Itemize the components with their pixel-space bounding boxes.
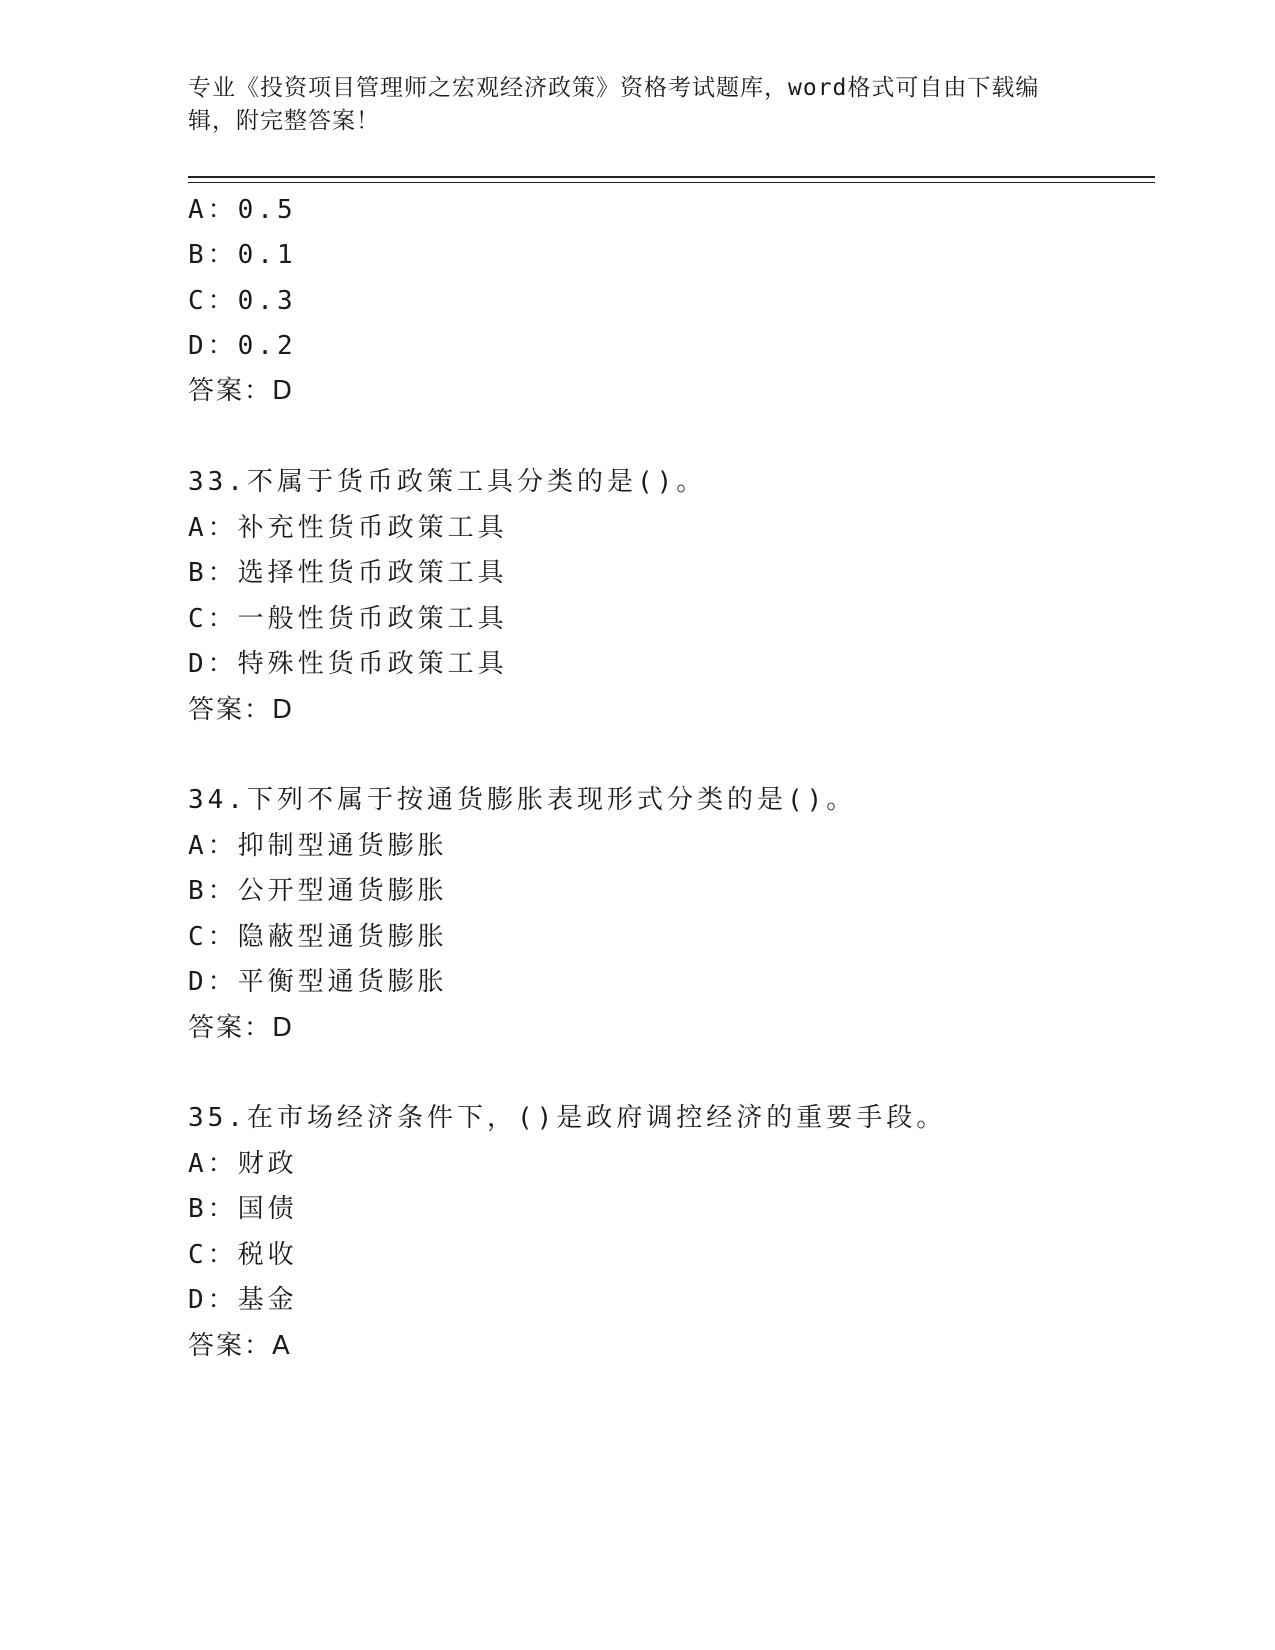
q33-question: 33.不属于货币政策工具分类的是()。 <box>188 467 707 497</box>
q34-answer: 答案：D <box>188 1013 295 1043</box>
q34-option-c: C：隐蔽型通货膨胀 <box>188 922 448 952</box>
q34-option-d: D：平衡型通货膨胀 <box>188 967 448 997</box>
q35-option-b: B：国债 <box>188 1194 298 1224</box>
q32-option-d: D：0.2 <box>188 331 297 361</box>
q34-question: 34.下列不属于按通货膨胀表现形式分类的是()。 <box>188 785 857 815</box>
q32-option-b: B：0.1 <box>188 240 297 270</box>
document-header: 专业《投资项目管理师之宏观经济政策》资格考试题库，word格式可自由下载编辑，附完整答案！ <box>188 75 1040 134</box>
q33-option-b: B：选择性货币政策工具 <box>188 558 508 588</box>
q35-option-a: A：财政 <box>188 1149 298 1179</box>
q33-option-c: C：一般性货币政策工具 <box>188 604 508 634</box>
q34-option-b: B：公开型通货膨胀 <box>188 876 448 906</box>
q32-option-a: A：0.5 <box>188 195 297 225</box>
q32-option-c: C：0.3 <box>188 286 297 316</box>
q33-option-d: D：特殊性货币政策工具 <box>188 649 508 679</box>
q35-answer: 答案：A <box>188 1331 292 1361</box>
q35-question: 35.在市场经济条件下，()是政府调控经济的重要手段。 <box>188 1103 947 1133</box>
q33-answer: 答案：D <box>188 695 295 725</box>
header-rule-thin <box>188 182 1155 183</box>
q33-option-a: A：补充性货币政策工具 <box>188 513 508 543</box>
header-rule-thick <box>188 176 1155 178</box>
q35-option-d: D：基金 <box>188 1285 298 1315</box>
q32-answer: 答案：D <box>188 376 295 406</box>
q35-option-c: C：税收 <box>188 1240 298 1270</box>
q34-option-a: A：抑制型通货膨胀 <box>188 831 448 861</box>
